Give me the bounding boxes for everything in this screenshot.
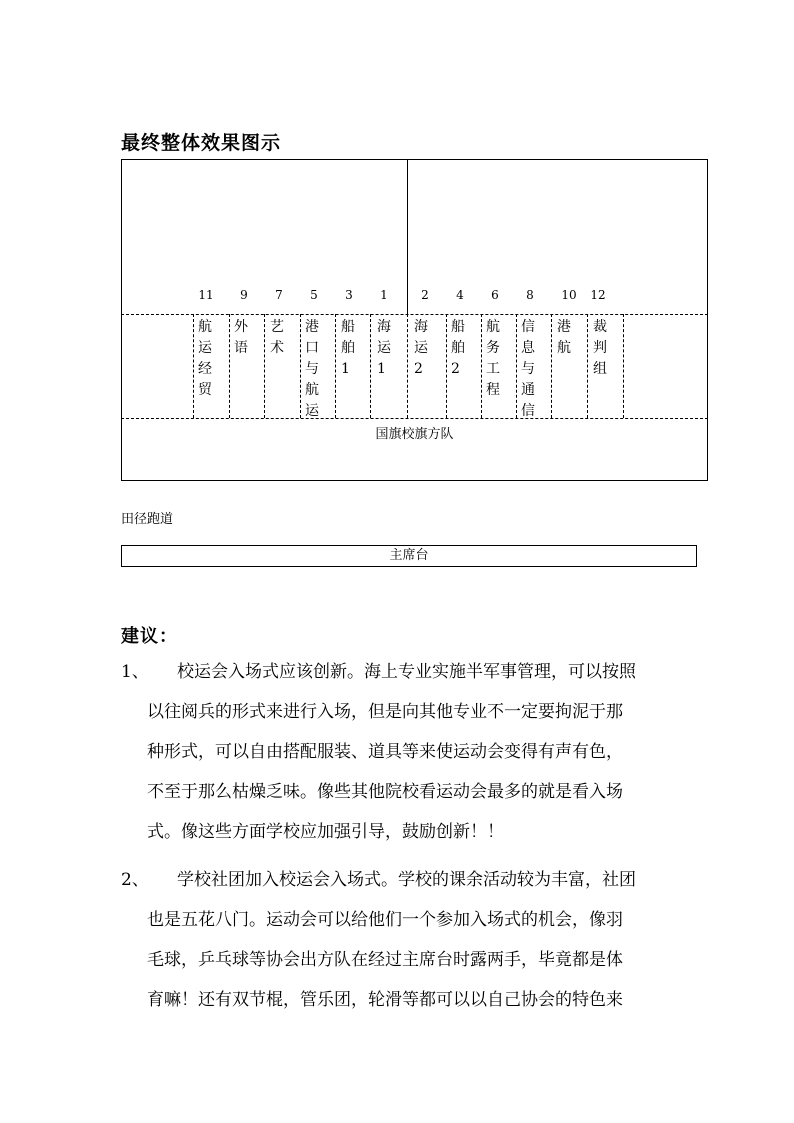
list-marker: 2、 — [121, 870, 149, 890]
column-divider — [193, 314, 194, 418]
column-divider — [516, 314, 517, 418]
paragraph-line: 学校社团加入校运会入场式。学校的课余活动较为丰富，社团 — [177, 870, 636, 890]
team-number: 10 — [561, 288, 577, 302]
column-divider — [264, 314, 265, 418]
team-number: 7 — [275, 288, 283, 302]
dashed-divider — [121, 314, 708, 315]
team-number: 1 — [380, 288, 388, 302]
column-divider — [229, 314, 230, 418]
team-cell: 航务工程 — [486, 319, 500, 398]
rostrum-box: 主席台 — [121, 545, 697, 567]
suggestion-item-2 — [121, 860, 681, 1020]
dashed-divider — [121, 418, 708, 419]
page-title: 最终整体效果图示 — [121, 132, 282, 154]
paragraph-line: 以往阅兵的形式来进行入场，但是向其他专业不一定要拘泥于那 — [147, 702, 623, 722]
column-divider — [407, 314, 408, 418]
team-cell: 船舶1 — [341, 319, 355, 377]
flag-squad-label: 国旗校旗方队 — [375, 427, 454, 442]
team-number: 3 — [345, 288, 353, 302]
team-cell: 船舶2 — [451, 319, 465, 377]
column-divider — [300, 314, 301, 418]
team-cell: 港口与航运 — [305, 319, 319, 419]
team-number: 4 — [456, 288, 464, 302]
team-cell: 裁判组 — [593, 319, 607, 377]
team-number: 5 — [310, 288, 318, 302]
column-divider — [446, 314, 447, 418]
column-divider — [335, 314, 336, 418]
paragraph-line: 毛球，乒乓球等协会出方队在经过主席台时露两手，毕竟都是体 — [147, 950, 623, 970]
team-number: 8 — [526, 288, 534, 302]
team-number: 9 — [240, 288, 248, 302]
paragraph-line: 育嘛！还有双节棍，管乐团，轮滑等都可以以自己协会的特色来 — [147, 990, 623, 1010]
team-cell: 外语 — [234, 319, 248, 356]
suggestions-heading: 建议： — [121, 626, 178, 647]
paragraph-line: 式。像这些方面学校应加强引导，鼓励创新！！ — [147, 822, 504, 842]
team-cell: 海运2 — [414, 319, 428, 377]
team-cell: 信息与通信 — [521, 319, 535, 419]
list-marker: 1、 — [121, 662, 149, 682]
column-divider — [551, 314, 552, 418]
paragraph-line: 不至于那么枯燥乏味。像些其他院校看运动会最多的就是看入场 — [147, 782, 623, 802]
team-number: 12 — [590, 288, 606, 302]
column-divider — [623, 314, 624, 418]
team-cell: 航运经贸 — [198, 319, 212, 398]
center-divider — [407, 159, 408, 315]
team-number: 11 — [198, 288, 214, 302]
column-divider — [481, 314, 482, 418]
paragraph-line: 种形式，可以自由搭配服装、道具等来使运动会变得有声有色， — [147, 742, 623, 762]
paragraph-line: 也是五花八门。运动会可以给他们一个参加入场式的机会，像羽 — [147, 910, 623, 930]
team-cell: 艺术 — [270, 319, 284, 356]
suggestion-item-1 — [121, 652, 681, 852]
paragraph-line: 校运会入场式应该创新。海上专业实施半军事管理，可以按照 — [177, 662, 636, 682]
team-cell: 港航 — [557, 319, 571, 356]
team-number: 2 — [421, 288, 429, 302]
team-cell: 海运1 — [377, 319, 391, 377]
column-divider — [370, 314, 371, 418]
track-label: 田径跑道 — [121, 512, 174, 527]
team-number: 6 — [491, 288, 499, 302]
column-divider — [587, 314, 588, 418]
